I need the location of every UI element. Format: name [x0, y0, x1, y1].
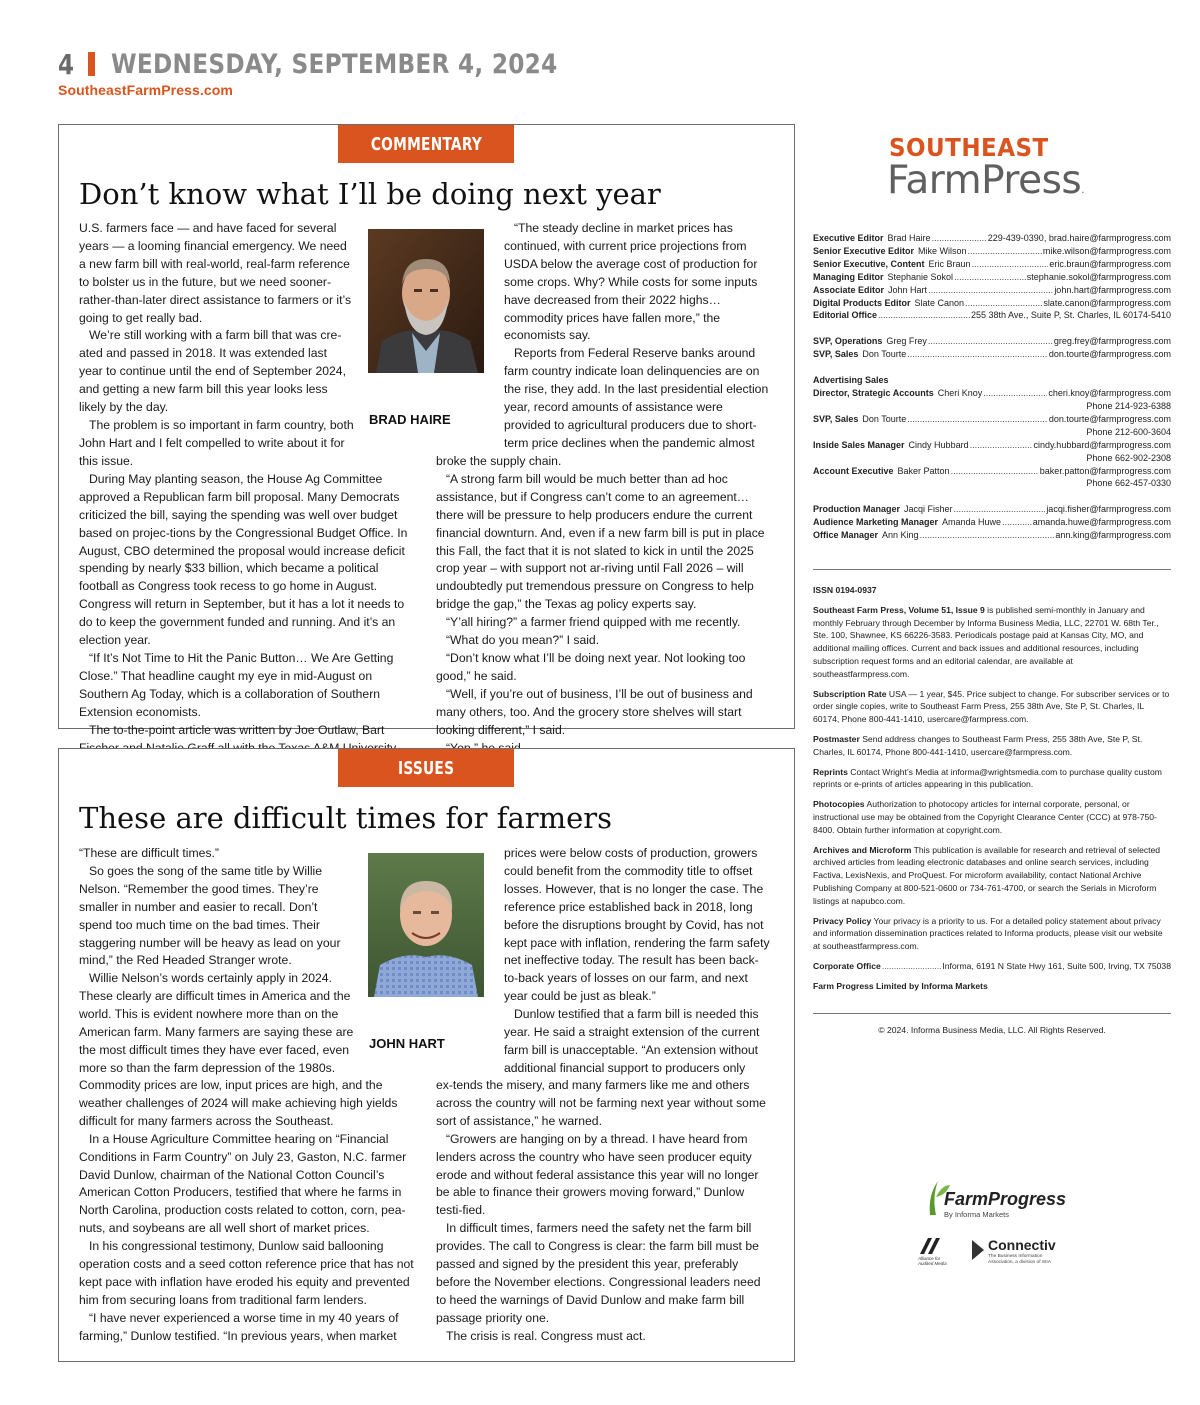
staff-title: Associate Editor — [813, 284, 885, 295]
staff-phone: Phone 662-902-2308 — [1086, 452, 1171, 463]
staff-row — [813, 439, 1171, 452]
article-headline: These are difficult times for farmers — [79, 801, 613, 835]
paragraph: “A strong farm bill would be much better than ad hoc assistance, but if Congress can’t come to an agreement… there will be pressure to help producers endure the current financial downturn. And, even if a new farm bill is put in place this Fall, the fact that it is not slated to kick in until the 2025 crop year – with support not ar-riving until Fall 2026 – will undoubtedly put tremendous pressure on Congress to help bridge the gap,” the Texas ag policy experts say. — [436, 471, 765, 612]
staff-contact[interactable]: amanda.huwe@farmprogress.com — [1032, 517, 1171, 528]
fine-print-item: Privacy Policy Your privacy is a priority to us. For a detailed policy statement about privacy and information dissemination practices related to Informa products, please visit our website at southeastfarmpress.com. — [813, 915, 1163, 952]
paragraph: The crisis is real. Congress must act. — [446, 1328, 646, 1343]
fine-print-item: Archives and Microform This publication is available for research and retrieval of selected archived articles from leading electronic databases and online search services, including Factiva, LexisNexis, and ProQuest. For microform availability, contact National Archive Publishing Company at 800-521-0600 or 734-761-4700, or search the Serials in Microform listings at napubco.com. — [813, 844, 1161, 906]
staff-contact[interactable]: 229-439-0390, brad.haire@farmprogress.com — [987, 233, 1171, 243]
svg-text:By Informa Markets: By Informa Markets — [944, 1210, 1010, 1219]
staff-contact[interactable]: cheri.knoy@farmprogress.com — [1048, 388, 1171, 399]
leader-dots — [954, 503, 1046, 516]
article-column — [79, 845, 354, 1078]
staff-title: Senior Executive Editor — [813, 245, 915, 256]
leader-dots — [928, 335, 1053, 348]
paragraph: Reports from Federal Reserve banks around farm country indicate loan delinquencies are on the rise, they add. In the last presidential election year, record amounts of assistance were provided to agricultural producers due to short-term price declines when the pandemic almost — [504, 346, 769, 450]
staff-row — [813, 271, 1171, 284]
staff-contact[interactable]: greg.frey@farmprogress.com — [1053, 336, 1171, 347]
fine-print-item: Reprints Contact Wright’s Media at informa@wrightsmedia.com to purchase quality custom reprints or e-prints of articles appearing in this publication. — [813, 766, 1162, 790]
paragraph: “If It’s Not Time to Hit the Panic Button… We Are Getting Close.” That headline caught my eye in mid-August on Southern Ag Today, which is a collaboration of Southern Extension economists. — [79, 650, 394, 719]
staff-row — [813, 284, 1171, 297]
staff-row — [813, 309, 1171, 322]
leader-dots — [907, 413, 1048, 426]
leader-dots — [965, 297, 1042, 310]
staff-row — [813, 348, 1171, 361]
staff-name: Brad Haire — [887, 233, 931, 243]
paragraph: “Don’t know what I’ll be doing next year. Not looking too good,” he said. — [436, 650, 746, 683]
svg-text:Audited Media: Audited Media — [918, 1261, 947, 1266]
fine-print-item: Southeast Farm Press, Volume 51, Issue 9 is published semi-monthly in January and monthly February through December by Informa Business Media, LLC, 22701 W. 68th Ter., Ste. 100, Shawnee, KS 66226-3583. Periodicals postage paid at Kansas City, MO, and additional mailing offices. Current and back issues and additional resources, including subscription request forms and an editorial calendar, are available at southeastfarmpress.com. — [813, 604, 1159, 679]
paragraph: In his congressional testimony, Dunlow said ballooning operation costs and a seed cotton reference price that has not kept pace with inflation have eroded his equity and prevented him from securing loans from traditional farm lenders. — [79, 1239, 414, 1307]
staff-name: Baker Patton — [897, 465, 950, 476]
paragraph: We’re still working with a farm bill that was cre-ated and passed in 2018. It was extended last year to continue until the end of September 2024, and getting a new farm bill this year looks less likely by the day. — [79, 328, 346, 415]
staff-row — [813, 258, 1171, 271]
divider — [813, 569, 1171, 570]
copyright: © 2024. Informa Business Media, LLC. All Rights Reserved. — [878, 1025, 1106, 1035]
staff-contact[interactable]: mike.wilson@farmprogress.com — [1042, 245, 1171, 256]
leader-dots — [920, 529, 1055, 542]
staff-contact[interactable]: baker.patton@farmprogress.com — [1039, 465, 1171, 476]
section-label: ISSUES — [338, 749, 514, 787]
paragraph: Willie Nelson’s words certainly apply in 2024. These clearly are difficult times in America and the world. This is evident nowhere more than on the American farm. Many farmers are saying these are the most difficult times they have ever faced, even more so than the farm depression of the 1980s. — [79, 971, 354, 1075]
article-column — [79, 220, 354, 453]
staff-title: Production Manager — [813, 504, 901, 515]
staff-name: Cindy Hubbard — [908, 439, 969, 450]
publication-fine-print — [813, 584, 1171, 993]
leader-dots — [954, 271, 1026, 284]
staff-title: Editorial Office — [813, 310, 878, 321]
leader-dots — [907, 348, 1048, 361]
staff-name: Don Tourte — [862, 349, 907, 360]
staff-title: Inside Sales Manager — [813, 439, 905, 450]
staff-contact[interactable]: slate.canon@farmprogress.com — [1043, 297, 1171, 308]
staff-contact[interactable]: cindy.hubbard@farmprogress.com — [1033, 439, 1171, 450]
paragraph: “These are difficult times.” — [79, 846, 219, 860]
leader-dots — [1002, 516, 1032, 529]
paragraph: “Well, if you’re out of business, I’ll be out of business and many others, too. And the grocery store shelves will start looking different,” I said. — [436, 686, 753, 737]
staff-contact[interactable]: 255 38th Ave., Suite P, St. Charles, IL 60174-5410 — [971, 310, 1171, 321]
paragraph: ex-tends the misery, and many farmers like me and others across the country will not be farming next year without some sort of assistance,” he warned. — [436, 1078, 766, 1128]
paragraph: “Y’all hiring?” a farmer friend quipped with me recently. — [446, 615, 741, 630]
leader-dots — [983, 387, 1047, 400]
advertising-heading: Advertising Sales — [813, 375, 889, 386]
staff-title: SVP, Sales — [813, 349, 859, 360]
paragraph: “What do you mean?” I said. — [446, 633, 600, 648]
paragraph: In difficult times, farmers need the safety net the farm bill provides. The call to Congress is clear: the farm bill must be passed and signed by the president this year, preferably before the November elections. Congressional leaders need to heed the warnings of David Dunlow and make farm bill passage priority one. — [436, 1221, 761, 1325]
leader-dots — [970, 439, 1033, 452]
staff-title: Account Executive — [813, 465, 894, 476]
article-column — [79, 453, 416, 775]
staff-title: SVP, Operations — [813, 336, 883, 347]
staff-phone: Phone 214-923-6388 — [1086, 400, 1171, 411]
staff-title: Managing Editor — [813, 271, 884, 282]
paragraph: prices were below costs of production, growers could benefit from the commodity title to offset losses. However, that is no longer the case. The reference price established back in 2018, long before the disruptions brought by Covid, has not kept pace with inflation, rendering the farm safety net ineffective today. The result has been back-to-back years of losses on our farm, and next year could be just as bleak.” — [504, 846, 770, 1004]
article-column — [436, 453, 772, 757]
paragraph: broke the supply chain. — [436, 454, 562, 468]
site-link[interactable]: SoutheastFarmPress.com — [58, 82, 233, 98]
staff-title: Digital Products Editor — [813, 297, 911, 308]
leader-dots — [928, 284, 1053, 297]
article-column — [436, 1077, 772, 1346]
author-photo — [368, 853, 484, 997]
staff-name: John Hart — [888, 284, 928, 295]
commentary-article — [58, 124, 795, 737]
paragraph: The problem is so important in farm country, both John Hart and I felt compelled to write about it for — [79, 417, 354, 450]
masthead-logo-bottom: FarmPress. — [887, 158, 1084, 203]
staff-row — [813, 245, 1171, 258]
staff-contact[interactable]: don.tourte@farmprogress.com — [1048, 349, 1171, 360]
staff-directory — [813, 232, 1171, 542]
article-column — [79, 1077, 416, 1346]
leader-dots — [972, 258, 1049, 271]
staff-phone: Phone 212-600-3604 — [1086, 426, 1171, 437]
staff-contact[interactable]: don.tourte@farmprogress.com — [1048, 413, 1171, 424]
staff-row — [813, 232, 1171, 245]
staff-name: Don Tourte — [862, 413, 907, 424]
staff-title: Audience Marketing Manager — [813, 517, 939, 528]
svg-text:Alliance for: Alliance for — [918, 1256, 941, 1261]
paragraph: During May planting season, the House Ag Committee approved a Republican farm bill proposal. Many Democrats criticized the bill, saying the spending was well over budget based on projec-tions by the Congressional Budget Office. In August, CBO determined the proposal would increase deficit spending by nearly $33 billion, which became a political football as Congress took recess to go home in August. Congress will return in September, but it has a lot it needs to do to keep the government funded and running. And it’s an election year. — [79, 471, 408, 648]
article-column — [504, 220, 772, 453]
staff-name: Eric Braun — [928, 258, 971, 269]
fine-print-item: Postmaster Send address changes to Southeast Farm Press, 255 38th Ave, Ste P, St. Charles, IL 60174, Phone 800-441-1410, usercare@farmpress.com. — [813, 733, 1143, 757]
staff-title: SVP, Sales — [813, 413, 859, 424]
farm-progress-logo — [920, 1175, 1070, 1220]
staff-contact[interactable]: jacqi.fisher@farmprogress.com — [1046, 504, 1171, 515]
paragraph: Dunlow testified that a farm bill is needed this year. He said a straight extension of the current farm bill is unacceptable. “An extension without additional financial support to producers only — [504, 1007, 760, 1075]
author-byline: JOHN HART — [369, 1036, 445, 1051]
staff-title: Executive Editor — [813, 233, 884, 243]
page-number: 4 — [58, 47, 74, 81]
connectiv-logo — [968, 1236, 1078, 1266]
staff-contact[interactable]: ann.king@farmprogress.com — [1055, 530, 1171, 541]
fine-print-item: Subscription Rate USA — 1 year, $45. Price subject to change. For subscriber services or to order single copies, write to Southeast Farm Press, 255 38th Ave, Ste P, St. Charles, IL 60174, Phone 800-441-1410, usercare@farmpress.com. — [813, 688, 1170, 725]
staff-row — [813, 529, 1171, 542]
article-headline: Don’t know what I’ll be doing next year — [79, 177, 661, 211]
staff-row — [813, 297, 1171, 310]
staff-name: Greg Frey — [886, 336, 927, 347]
staff-phone: Phone 662-457-0330 — [1086, 478, 1171, 489]
fine-print-item: ISSN 0194-0937 — [813, 585, 877, 595]
staff-contact[interactable]: john.hart@farmprogress.com — [1054, 284, 1171, 295]
staff-name: Mike Wilson — [918, 245, 967, 256]
svg-text:Connectiv: Connectiv — [988, 1237, 1056, 1253]
svg-text:The Business Information: The Business Information — [988, 1254, 1043, 1259]
author-photo — [368, 229, 484, 373]
staff-title: Director, Strategic Accounts — [813, 388, 934, 399]
corporate-office: Corporate Office ..... Informa, 6191 N State Hwy 161, Suite 500, Irving, TX 75038 — [813, 960, 1171, 973]
page-header — [58, 44, 630, 84]
staff-name: Stephanie Sokol — [887, 271, 954, 282]
paragraph: U.S. farmers face — and have faced for several years — a looming financial emergency. We need a new farm bill with real-world, real-farm reference to bolster us in the future, but we need sooner-rather-than-later direct assistance to farmers or it’s going to get really bad. — [79, 221, 352, 325]
svg-text:FarmProgress: FarmProgress — [944, 1189, 1067, 1209]
header-divider — [88, 52, 95, 76]
paragraph: So goes the song of the same title by Willie Nelson. “Remember the good times. They’re smaller in number and easier to recall. Don’t spend too much time on the bad times. Their staggering number will be heavy as lead on your mind,” the Red Headed Stranger wrote. — [79, 863, 341, 968]
staff-row — [813, 387, 1171, 400]
staff-row — [813, 516, 1171, 529]
leader-dots — [878, 309, 970, 322]
staff-name: Ann King — [882, 530, 919, 541]
staff-contact[interactable]: eric.braun@farmprogress.com — [1049, 258, 1171, 269]
staff-title: Office Manager — [813, 530, 879, 541]
fine-print-item: Photocopies Authorization to photocopy articles for internal corporate, personal, or instructional use may be obtained from the Copyright Clearance Center (CCC) at 978-750-8400. Obtain further information at copyright.com. — [813, 799, 1157, 835]
divider — [813, 1013, 1171, 1014]
staff-row — [813, 335, 1171, 348]
paragraph: Commodity prices are low, input prices are high, and the weather challenges of 2024 will make achieving high yields difficult for many farmers across the Southeast. — [79, 1078, 398, 1128]
paragraph: The to-the-point article was written by Joe Outlaw, Bart — [89, 722, 385, 737]
masthead-logo-top: SOUTHEAST — [889, 133, 1049, 162]
section-label: COMMENTARY — [338, 125, 514, 163]
paragraph: “Growers are hanging on by a thread. I have heard from lenders across the country who have seen producer equity erode and without federal assistance this year will no longer be able to finance their growers moving forward,” Dunlow testi-fied. — [436, 1131, 759, 1218]
article-column — [504, 845, 772, 1078]
author-byline: BRAD HAIRE — [369, 412, 451, 427]
staff-name: Slate Canon — [914, 297, 965, 308]
staff-row — [813, 413, 1171, 426]
staff-name: Cheri Knoy — [937, 388, 983, 399]
leader-dots — [932, 232, 987, 245]
paragraph: “I have never experienced a worse time in my 40 years of farming,” Dunlow testified. “In previous years, when market — [79, 1310, 399, 1343]
staff-row — [813, 465, 1171, 478]
staff-name: Jacqi Fisher — [904, 504, 953, 515]
issue-date: WEDNESDAY, SEPTEMBER 4, 2024 — [111, 48, 558, 80]
staff-contact[interactable]: stephanie.sokol@farmprogress.com — [1026, 271, 1171, 282]
issues-article — [58, 748, 795, 1362]
staff-name: Amanda Huwe — [942, 517, 1002, 528]
paragraph: In a House Agriculture Committee hearing on “Financial Conditions in Farm Country” on July 23, Gaston, N.C. farmer David Dunlow, chairman of the National Cotton Council’s American Cotton Producers, testified that where he farms in North Carolina, production costs related to cotton, corn, pea-nuts, and soybeans are all well short of market prices. — [79, 1131, 407, 1236]
staff-row — [813, 503, 1171, 516]
paragraph: this issue. — [79, 454, 134, 468]
staff-title: Senior Executive, Content — [813, 258, 925, 269]
svg-text:Association, a division of SII: Association, a division of SIIA — [988, 1260, 1051, 1265]
aam-logo — [916, 1236, 961, 1266]
paragraph: “The steady decline in market prices has continued, with current price projections from USDA below the average cost of production for some crops. Why? While costs for some inputs have decreased from their 2022 highs… commodity prices have fallen more,” the economists say. — [504, 221, 758, 343]
publisher-line: Farm Progress Limited by Informa Markets — [813, 980, 988, 991]
leader-dots — [968, 245, 1042, 258]
leader-dots — [951, 465, 1039, 478]
